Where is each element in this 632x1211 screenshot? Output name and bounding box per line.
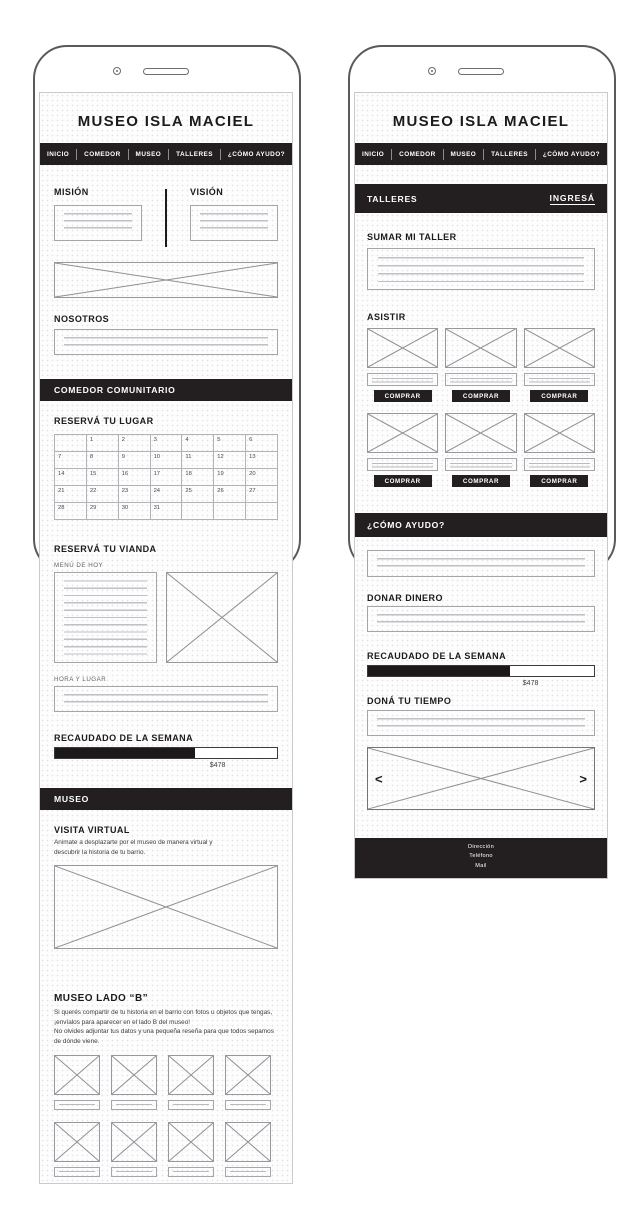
taller-card [445, 413, 516, 487]
section-bar-talleres [355, 184, 607, 213]
column-divider [165, 189, 167, 247]
progress-bar [367, 665, 595, 677]
calendar-cell[interactable]: 16 [119, 469, 151, 486]
nosotros-text-placeholder [54, 329, 278, 355]
comprar-button[interactable]: COMPRAR [374, 390, 432, 402]
lado-b-gallery [54, 1055, 278, 1177]
vianda-row [54, 572, 278, 663]
mision-vision-row [54, 187, 278, 247]
calendar-cell[interactable]: 31 [151, 503, 183, 520]
caption-placeholder [524, 458, 595, 471]
image-placeholder [166, 572, 278, 663]
nav-item-museo[interactable]: MUSEO [135, 150, 162, 158]
section-bar-label: MUSEO [54, 794, 90, 804]
calendar-cell[interactable]: 17 [151, 469, 183, 486]
calendar-cell[interactable] [182, 503, 214, 520]
talleres-cards-row [367, 328, 595, 402]
vision-text-placeholder [190, 205, 278, 241]
navbar [355, 143, 607, 165]
image-placeholder [445, 413, 516, 453]
nav-item-talleres[interactable]: TALLERES [176, 150, 213, 158]
ingresa-link[interactable]: INGRESÁ [549, 192, 595, 203]
image-placeholder [225, 1122, 271, 1162]
dona-tiempo-placeholder [367, 710, 595, 736]
image-placeholder [524, 413, 595, 453]
calendar-cell[interactable]: 6 [246, 435, 278, 452]
hora-lugar-label: HORA Y LUGAR [54, 676, 107, 683]
calendar-cell[interactable] [214, 503, 246, 520]
menu-de-hoy-label: MENÚ DE HOY [54, 562, 104, 569]
vision-heading: VISIÓN [190, 187, 224, 197]
caption-placeholder [445, 458, 516, 471]
taller-card [367, 413, 438, 487]
carousel-prev-button[interactable]: < [375, 771, 383, 786]
carousel [367, 747, 595, 810]
column-divider-wrap [142, 187, 190, 247]
calendar-cell[interactable]: 11 [182, 452, 214, 469]
navbar [40, 143, 292, 165]
gallery-item [111, 1122, 157, 1177]
museo-lado-b-text-1: Si querés compartir de tu historia en el barrio con fotos u objetos que tengas, ¡envíalos para aparecer en el lado B del museo! [54, 1009, 273, 1026]
caption-placeholder [225, 1167, 271, 1177]
image-placeholder [54, 262, 278, 298]
calendar-cell[interactable]: 14 [55, 469, 87, 486]
phone-mockup-right [348, 45, 616, 895]
image-placeholder [445, 328, 516, 368]
calendar-cell[interactable]: 25 [182, 486, 214, 503]
carousel-next-button[interactable]: > [579, 771, 587, 786]
image-placeholder [54, 1122, 100, 1162]
speaker-icon [458, 68, 504, 75]
calendar-cell[interactable]: 1 [87, 435, 119, 452]
image-placeholder [524, 328, 595, 368]
caption-placeholder [54, 1167, 100, 1177]
dona-tiempo-heading: DONÁ TU TIEMPO [367, 696, 452, 706]
reserva-lugar-heading: RESERVÁ TU LUGAR [54, 416, 154, 426]
section-bar-museo [40, 788, 292, 810]
phone-mockup-left [33, 45, 301, 1185]
nav-item-talleres[interactable]: TALLERES [491, 150, 528, 158]
progress-amount: $478 [209, 762, 226, 769]
nav-item-comedor[interactable]: COMEDOR [84, 150, 121, 158]
calendar [54, 434, 278, 520]
screen-home-page [39, 92, 293, 1184]
nav-item-como-ayudo[interactable]: ¿CÓMO AYUDO? [227, 150, 285, 158]
calendar-cell[interactable]: 10 [151, 452, 183, 469]
nav-item-inicio[interactable]: INICIO [47, 150, 70, 158]
caption-placeholder [367, 373, 438, 386]
recaudado-heading: RECAUDADO DE LA SEMANA [367, 651, 507, 661]
calendar-cell[interactable]: 3 [151, 435, 183, 452]
comprar-button[interactable]: COMPRAR [530, 475, 588, 487]
nav-item-museo[interactable]: MUSEO [450, 150, 477, 158]
footer-direccion: Dirección [467, 843, 494, 850]
comprar-button[interactable]: COMPRAR [452, 475, 510, 487]
calendar-cell[interactable]: 22 [87, 486, 119, 503]
progress-bar [54, 747, 278, 759]
donar-dinero-heading: DONAR DINERO [367, 593, 443, 603]
image-placeholder [367, 328, 438, 368]
calendar-cell[interactable]: 23 [119, 486, 151, 503]
gallery-item [168, 1055, 214, 1110]
calendar-cell[interactable]: 7 [55, 452, 87, 469]
progress-fill [368, 666, 510, 676]
section-bar-label: COMEDOR COMUNITARIO [54, 385, 176, 395]
caption-placeholder [524, 373, 595, 386]
calendar-cell[interactable]: 13 [246, 452, 278, 469]
sumar-taller-form-placeholder [367, 248, 595, 290]
image-placeholder [168, 1055, 214, 1095]
nav-item-inicio[interactable]: INICIO [362, 150, 385, 158]
image-placeholder [168, 1122, 214, 1162]
caption-placeholder [111, 1100, 157, 1110]
section-bar-label: TALLERES [367, 193, 418, 204]
mision-text-placeholder [54, 205, 142, 241]
speaker-icon [143, 68, 189, 75]
caption-placeholder [367, 458, 438, 471]
caption-placeholder [225, 1100, 271, 1110]
image-placeholder [367, 413, 438, 453]
nav-item-como-ayudo[interactable]: ¿CÓMO AYUDO? [542, 150, 600, 158]
calendar-cell[interactable]: 21 [55, 486, 87, 503]
page-title: MUSEO ISLA MACIEL [392, 113, 570, 130]
caption-placeholder [54, 1100, 100, 1110]
calendar-cell[interactable]: 12 [214, 452, 246, 469]
taller-card [445, 328, 516, 402]
calendar-cell[interactable] [246, 503, 278, 520]
sumar-taller-heading: SUMAR MI TALLER [367, 232, 457, 242]
museo-lado-b-heading: MUSEO LADO “B” [54, 993, 149, 1005]
calendar-cell[interactable]: 27 [246, 486, 278, 503]
gallery-item [54, 1055, 100, 1110]
nav-item-comedor[interactable]: COMEDOR [399, 150, 436, 158]
mision-heading: MISIÓN [54, 187, 89, 197]
talleres-cards-row [367, 413, 595, 487]
gallery-item [225, 1122, 271, 1177]
image-placeholder [54, 865, 278, 949]
calendar-cell[interactable] [55, 435, 87, 452]
camera-icon [428, 67, 436, 75]
footer [355, 838, 607, 878]
comprar-button[interactable]: COMPRAR [530, 390, 588, 402]
section-bar-como-ayudo [355, 513, 607, 537]
footer-mail: Mail [475, 863, 487, 870]
caption-placeholder [168, 1100, 214, 1110]
visita-virtual-text: Animate a desplazarte por el museo de manera virtual y descubrir la historia de tu barrio. [54, 839, 213, 856]
image-placeholder [225, 1055, 271, 1095]
calendar-cell[interactable]: 9 [119, 452, 151, 469]
calendar-cell[interactable]: 26 [214, 486, 246, 503]
section-bar-comedor [40, 379, 292, 401]
progress-fill [55, 748, 195, 758]
taller-card [524, 413, 595, 487]
screen-talleres-page [354, 92, 608, 879]
caption-placeholder [445, 373, 516, 386]
caption-placeholder [168, 1167, 214, 1177]
asistir-heading: ASISTIR [367, 312, 406, 322]
mision-column [54, 187, 142, 247]
calendar-cell[interactable]: 18 [182, 469, 214, 486]
calendar-cell[interactable]: 8 [87, 452, 119, 469]
hora-lugar-placeholder [54, 686, 278, 712]
taller-card [367, 328, 438, 402]
calendar-cell[interactable]: 20 [246, 469, 278, 486]
calendar-cell[interactable]: 29 [87, 503, 119, 520]
gallery-item [168, 1122, 214, 1177]
calendar-cell[interactable]: 2 [119, 435, 151, 452]
reserva-vianda-heading: RESERVÁ TU VIANDA [54, 544, 157, 554]
section-bar-label: ¿CÓMO AYUDO? [367, 520, 445, 530]
image-placeholder [111, 1122, 157, 1162]
progress-amount: $478 [522, 680, 539, 687]
page-title: MUSEO ISLA MACIEL [77, 113, 255, 130]
footer-telefono: Teléfono [469, 853, 493, 860]
calendar-cell[interactable]: 30 [119, 503, 151, 520]
calendar-cell[interactable]: 4 [182, 435, 214, 452]
image-placeholder [54, 1055, 100, 1095]
visita-virtual-heading: VISITA VIRTUAL [54, 825, 130, 835]
donar-dinero-placeholder [367, 606, 595, 632]
calendar-cell[interactable]: 19 [214, 469, 246, 486]
comprar-button[interactable]: COMPRAR [452, 390, 510, 402]
ayudo-form-placeholder [367, 550, 595, 577]
calendar-cell[interactable]: 28 [55, 503, 87, 520]
gallery-item [225, 1055, 271, 1110]
calendar-cell[interactable]: 15 [87, 469, 119, 486]
gallery-item [111, 1055, 157, 1110]
image-placeholder [111, 1055, 157, 1095]
camera-icon [113, 67, 121, 75]
calendar-cell[interactable]: 24 [151, 486, 183, 503]
taller-card [524, 328, 595, 402]
vision-column [190, 187, 278, 247]
caption-placeholder [111, 1167, 157, 1177]
gallery-item [54, 1122, 100, 1177]
comprar-button[interactable]: COMPRAR [374, 475, 432, 487]
museo-lado-b-text-2: No olvides adjuntar tus datos y una pequeña reseña para que todos sepamos de dónde viene. [54, 1028, 274, 1046]
menu-text-placeholder [54, 572, 157, 663]
nosotros-heading: NOSOTROS [54, 314, 110, 324]
calendar-cell[interactable]: 5 [214, 435, 246, 452]
recaudado-heading: RECAUDADO DE LA SEMANA [54, 733, 194, 743]
